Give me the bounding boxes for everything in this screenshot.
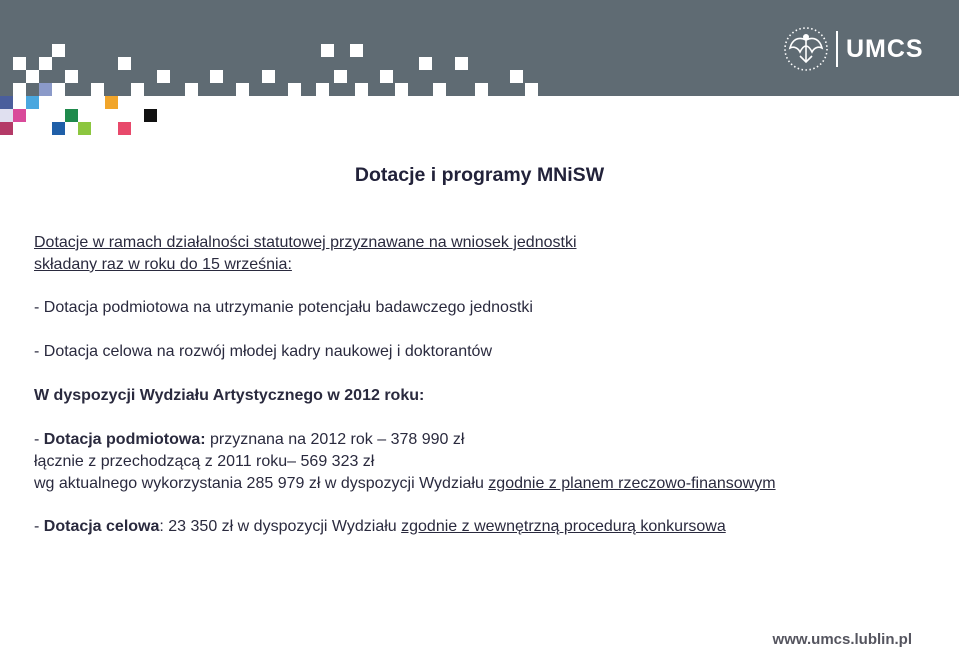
celowa-label: Dotacja celowa [43,518,160,535]
decorative-square [131,83,144,96]
decorative-square [26,70,39,83]
footer-url: www.umcs.lublin.pl [772,631,912,648]
decorative-square [65,70,78,83]
decorative-square [26,96,39,109]
decorative-square [39,83,52,96]
podmiotowa-line3 [34,475,776,493]
decorative-square [334,70,347,83]
decorative-square [475,83,488,96]
section1-heading-line2: składany raz w roku do 15 września: [34,256,292,273]
decorative-square [118,122,131,135]
celowa-line [34,518,726,536]
podmiotowa-label: Dotacja podmiotowa: [43,431,206,448]
umcs-logo [782,26,924,72]
decorative-square [118,57,131,70]
decorative-square [39,57,52,70]
bullet-dotacja-celowa: - Dotacja celowa na rozwój młodej kadry naukowej i doktorantów [34,343,492,360]
logo-divider [836,31,838,67]
decorative-square [380,70,393,83]
bullet-dotacja-podmiotowa: - Dotacja podmiotowa na utrzymanie potencjału badawczego jednostki [34,299,533,316]
brand-name: UMCS [846,34,924,63]
eagle-emblem-icon [782,26,830,72]
decorative-square [0,109,13,122]
decorative-square [236,83,249,96]
decorative-square [455,57,468,70]
podmiotowa-plan-link: zgodnie z planem rzeczowo-finansowym [488,475,776,492]
decorative-square [321,44,334,57]
podmiotowa-text: przyznana na 2012 rok – 378 990 zł [205,431,465,448]
header-bar [0,0,959,96]
decorative-square [262,70,275,83]
decorative-square [288,83,301,96]
decorative-square [78,122,91,135]
celowa-prefix: - [34,518,44,535]
section2-heading: W dyspozycji Wydziału Artystycznego w 2012 roku: [34,387,425,404]
decorative-square [65,109,78,122]
decorative-square [0,122,13,135]
decorative-square [419,57,432,70]
podmiotowa-prefix: - [34,431,44,448]
decorative-square [52,83,65,96]
decorative-square [210,70,223,83]
decorative-square [52,44,65,57]
decorative-square [395,83,408,96]
decorative-square [185,83,198,96]
decorative-square [510,70,523,83]
decorative-square [13,109,26,122]
decorative-square [0,96,13,109]
celowa-procedure-link: zgodnie z wewnętrzną procedurą konkursowa [401,518,726,535]
decorative-square [52,122,65,135]
podmiotowa-line3-text: wg aktualnego wykorzystania 285 979 zł w dyspozycji Wydziału [34,475,489,492]
decorative-square [316,83,329,96]
decorative-square [355,83,368,96]
decorative-square [144,109,157,122]
section1-heading-line1: Dotacje w ramach działalności statutowej przyznawane na wniosek jednostki [34,234,577,251]
decorative-square [13,57,26,70]
podmiotowa-line1 [34,431,464,449]
decorative-square [350,44,363,57]
podmiotowa-line2: łącznie z przechodzącą z 2011 roku– 569 323 zł [34,453,375,470]
decorative-square [525,83,538,96]
celowa-text: : 23 350 zł w dyspozycji Wydziału [159,518,402,535]
decorative-square [13,83,26,96]
decorative-square [157,70,170,83]
slide-title: Dotacje i programy MNiSW [354,164,605,186]
decorative-square [91,83,104,96]
decorative-square [105,96,118,109]
decorative-square [433,83,446,96]
